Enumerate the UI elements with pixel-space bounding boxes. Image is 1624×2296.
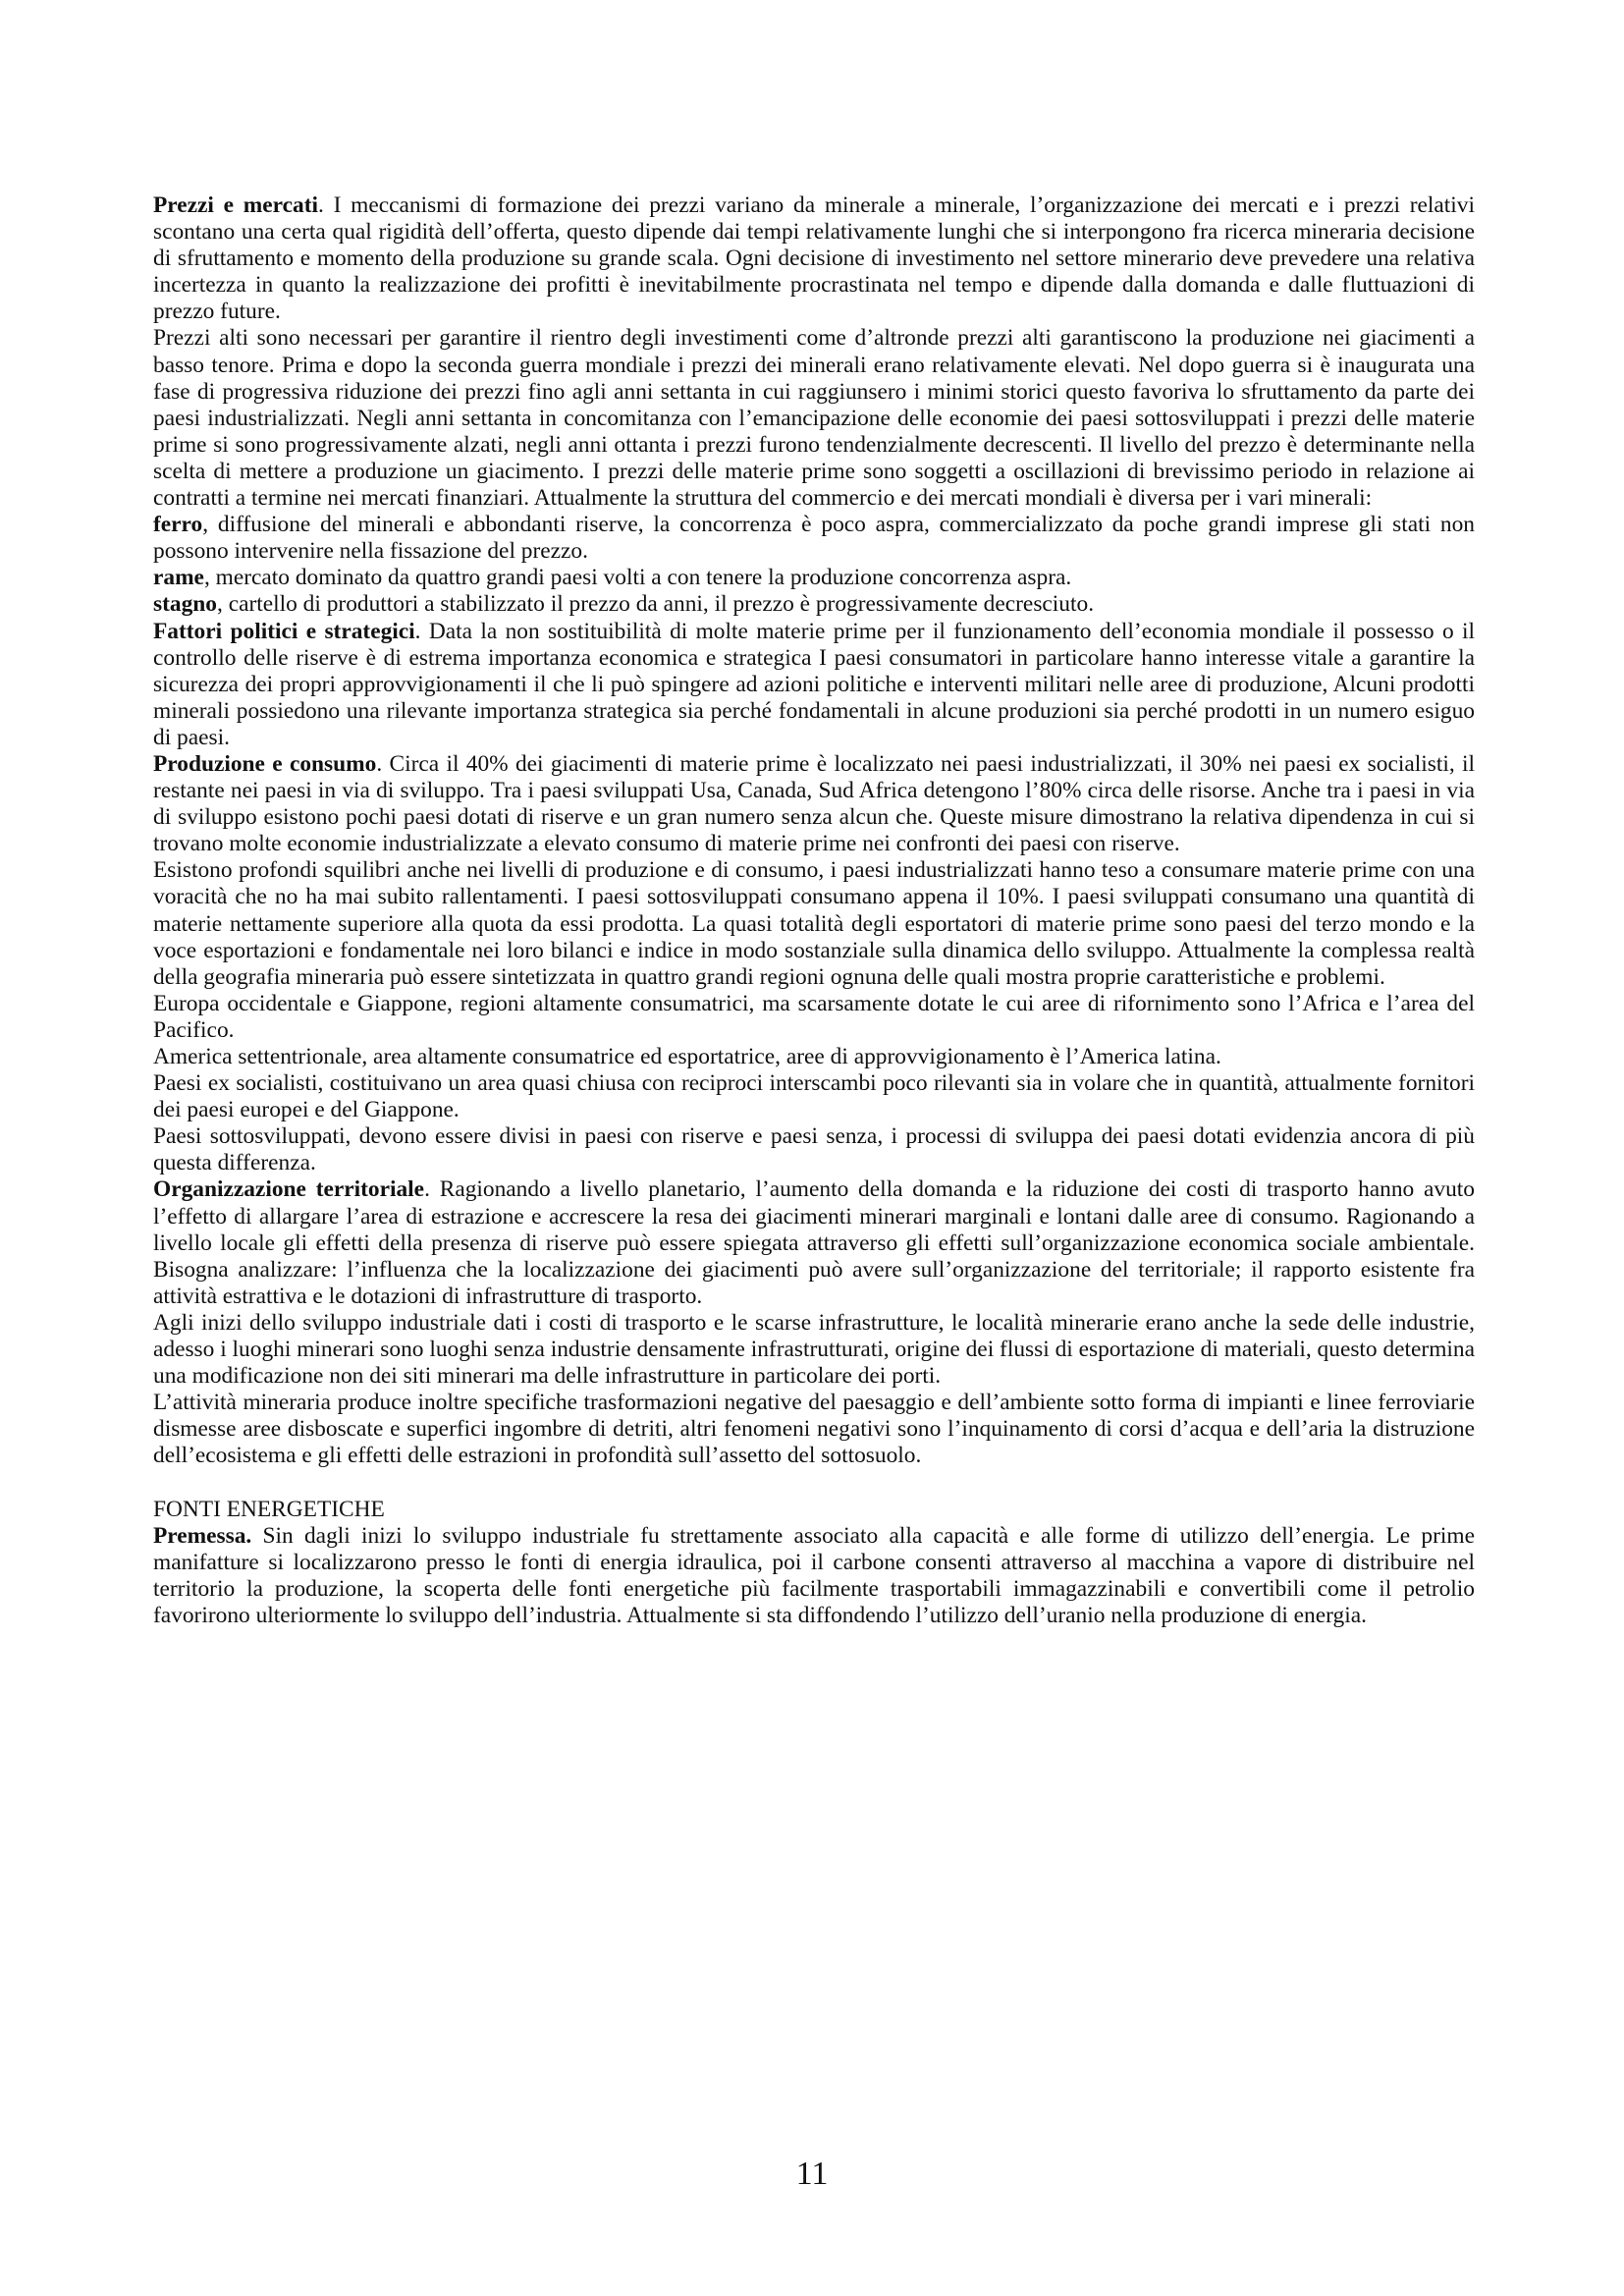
paragraph-lead: rame xyxy=(153,565,204,591)
paragraph-text: . Circa il 40% dei giacimenti di materie prime è localizzato nei paesi industrializzati, il 30% nei paesi ex socialisti, il restante nei paesi in via di sviluppo. Tra i paesi sviluppati Usa, Canada, Sud Africa detengono l’80% circa delle risorse. Anche tra i paesi in via di sviluppo esistono pochi paesi dotati di riserve e un gran numero senza alcun che. Queste misure dimostrano la relativa dipendenza in cui si trovano molte economie industrializzate a elevato consumo di materie prime nei confronti dei paesi con riserve. xyxy=(153,750,1475,857)
paragraph-prezzi-mercati xyxy=(153,192,1475,325)
document-body xyxy=(153,192,1475,1629)
paragraph-ferro xyxy=(153,512,1475,565)
paragraph xyxy=(153,857,1475,990)
paragraph-stagno xyxy=(153,591,1475,618)
paragraph-lead: Prezzi e mercati xyxy=(153,192,318,218)
paragraph-text: , diffusione del minerali e abbondanti riserve, la concorrenza è poco aspra, commercializzato da poche grandi imprese gli stati non possono intervenire nella fissazione del prezzo. xyxy=(153,512,1475,565)
paragraph-premessa xyxy=(153,1523,1475,1629)
paragraph-lead: Produzione e consumo xyxy=(153,750,377,777)
paragraph-fattori-politici xyxy=(153,619,1475,751)
paragraph-lead: stagno xyxy=(153,591,217,618)
paragraph-rame xyxy=(153,565,1475,591)
paragraph-text: Europa occidentale e Giappone, regioni altamente consumatrici, ma scarsamente dotate le cui aree di rifornimento sono l’Africa e l’area del Pacifico. xyxy=(153,990,1475,1043)
page-number: 11 xyxy=(795,2156,829,2192)
paragraph-text: Paesi ex socialisti, costituivano un area quasi chiusa con reciproci interscambi poco rilevanti sia in volare che in quantità, attualmente fornitori dei paesi europei e del Giappone. xyxy=(153,1070,1475,1123)
paragraph xyxy=(153,1123,1475,1176)
paragraph-text: Prezzi alti sono necessari per garantire il rientro degli investimenti come d’altronde prezzi alti garantiscono la produzione nei giacimenti a basso tenore. Prima e dopo la seconda guerra mondiale i prezzi dei minerali erano relativamente elevati. Nel dopo guerra si è inaugurata una fase di progressiva riduzione dei prezzi fino agli anni settanta in cui raggiunsero i minimi storici questo favoriva lo sfruttamento da parte dei paesi industrializzati. Negli anni settanta in concomitanza con l’emancipazione delle economie dei paesi sottosviluppati i prezzi delle materie prime si sono progressivamente alzati, negli anni ottanta i prezzi furono tendenzialmente decrescenti. Il livello del prezzo è determinante nella scelta di mettere a produzione un giacimento. I prezzi delle materie prime sono soggetti a oscillazioni di brevissimo periodo in relazione ai contratti a termine nei mercati finanziari. Attualmente la struttura del commercio e dei mercati mondiali è diversa per i vari minerali: xyxy=(153,325,1475,512)
paragraph xyxy=(153,1070,1475,1123)
paragraph-text: . Ragionando a livello planetario, l’aumento della domanda e la riduzione dei costi di trasporto hanno avuto l’effetto di allargare l’area di estrazione e accrescere la resa dei giacimenti minerari marginali e lontani dalle aree di consumo. Ragionando a livello locale gli effetti della presenza di riserve può essere spiegata attraverso gli effetti sull’organizzazione economica sociale ambientale. Bisogna analizzare: l’influenza che la localizzazione dei giacimenti può avere sull’organizzazione del territoriale; il rapporto esistente fra attività estrattiva e le dotazioni di infrastrutture di trasporto. xyxy=(153,1176,1475,1309)
paragraph-text: , cartello di produttori a stabilizzato il prezzo da anni, il prezzo è progressivamente decresciuto. xyxy=(217,591,1095,618)
paragraph xyxy=(153,991,1475,1044)
paragraph-lead: Fattori politici e strategici xyxy=(153,618,415,644)
paragraph-text: America settentrionale, area altamente consumatrice ed esportatrice, aree di approvvigionamento è l’America latina. xyxy=(153,1044,1221,1069)
paragraph xyxy=(153,1390,1475,1469)
paragraph-produzione-consumo xyxy=(153,751,1475,857)
paragraph-text: Sin dagli inizi lo sviluppo industriale fu strettamente associato alla capacità e alle forme di utilizzo dell’energia. Le prime manifatture si localizzarono presso le fonti di energia idraulica, poi il carbone consenti attraverso al macchina a vapore di distribuire nel territorio la produzione, la scoperta delle fonti energetiche più facilmente trasportabili immagazzinabili e convertibili come il petrolio favorirono ulteriormente lo sviluppo dell’industria. Attualmente si sta diffondendo l’utilizzo dell’uranio nella produzione di energia. xyxy=(153,1522,1475,1628)
section-spacer xyxy=(153,1470,1475,1497)
paragraph-text: L’attività mineraria produce inoltre specifiche trasformazioni negative del paesaggio e dell’ambiente sotto forma di impianti e linee ferroviarie dismesse aree disboscate e superfici ingombre di detriti, altri fenomeni negativi sono l’inquinamento di corsi d’acqua e dell’aria la distruzione dell’ecosistema e gli effetti delle estrazioni in profondità sull’assetto del sottosuolo. xyxy=(153,1390,1475,1469)
paragraph-text: . I meccanismi di formazione dei prezzi variano da minerale a minerale, l’organizzazione dei mercati e i prezzi relativi scontano una certa qual rigidità dell’offerta, questo dipende dai tempi relativamente lunghi che si interpongono fra ricerca mineraria decisione di sfruttamento e momento della produzione su grande scala. Ogni decisione di investimento nel settore minerario deve prevedere una relativa incertezza in quanto la realizzazione dei profitti è inevitabilmente procrastinata nel tempo e dipende dalla domanda e dalle fluttuazioni di prezzo future. xyxy=(153,192,1475,325)
paragraph-lead: Premessa. xyxy=(153,1522,252,1549)
paragraph-text: Agli inizi dello sviluppo industriale dati i costi di trasporto e le scarse infrastrutture, le località minerarie erano anche la sede delle industrie, adesso i luoghi minerari sono luoghi senza industrie densamente infrastrutturati, origine dei flussi di esportazione di materiali, questo determina una modificazione non dei siti minerari ma delle infrastrutture in particolare dei porti. xyxy=(153,1309,1475,1390)
paragraph-text: , mercato dominato da quattro grandi paesi volti a con tenere la produzione concorrenza aspra. xyxy=(203,565,1072,591)
paragraph xyxy=(153,1044,1475,1070)
paragraph-organizzazione-territoriale xyxy=(153,1176,1475,1309)
paragraph xyxy=(153,325,1475,512)
paragraph-lead: ferro xyxy=(153,512,203,538)
paragraph xyxy=(153,1310,1475,1390)
section-heading: FONTI ENERGETICHE xyxy=(153,1496,385,1522)
paragraph-text: Esistono profondi squilibri anche nei livelli di produzione e di consumo, i paesi industrializzati hanno teso a consumare materie prime con una voracità che no ha mai subito rallentamenti. I paesi sottosviluppati consumano appena il 10%. I paesi sviluppati consumano una quantità di materie nettamente superiore alla quota da essi prodotta. La quasi totalità degli esportatori di materie prime sono paesi del terzo mondo e la voce esportazioni e fondamentale nei loro bilanci e indice in modo sostanziale sulla dinamica dello sviluppo. Attualmente la complessa realtà della geografia mineraria può essere sintetizzata in quattro grandi regioni ognuna delle quali mostra proprie caratteristiche e problemi. xyxy=(153,857,1475,990)
paragraph-lead: Organizzazione territoriale xyxy=(153,1176,425,1203)
paragraph-text: Paesi sottosviluppati, devono essere divisi in paesi con riserve e paesi senza, i processi di sviluppa dei paesi dotati evidenzia ancora di più questa differenza. xyxy=(153,1123,1475,1176)
paragraph-text: . Data la non sostituibilità di molte materie prime per il funzionamento dell’economia mondiale il possesso o il controllo delle riserve è di estrema importanza economica e strategica I paesi consumatori in particolare hanno interesse vitale a garantire la sicurezza dei propri approvvigionamenti il che li può spingere ad azioni politiche e interventi militari nelle aree di produzione, Alcuni prodotti minerali possiedono una rilevante importanza strategica sia perché fondamentali in alcune produzioni sia perché prodotti in un numero esiguo di paesi. xyxy=(153,618,1476,750)
